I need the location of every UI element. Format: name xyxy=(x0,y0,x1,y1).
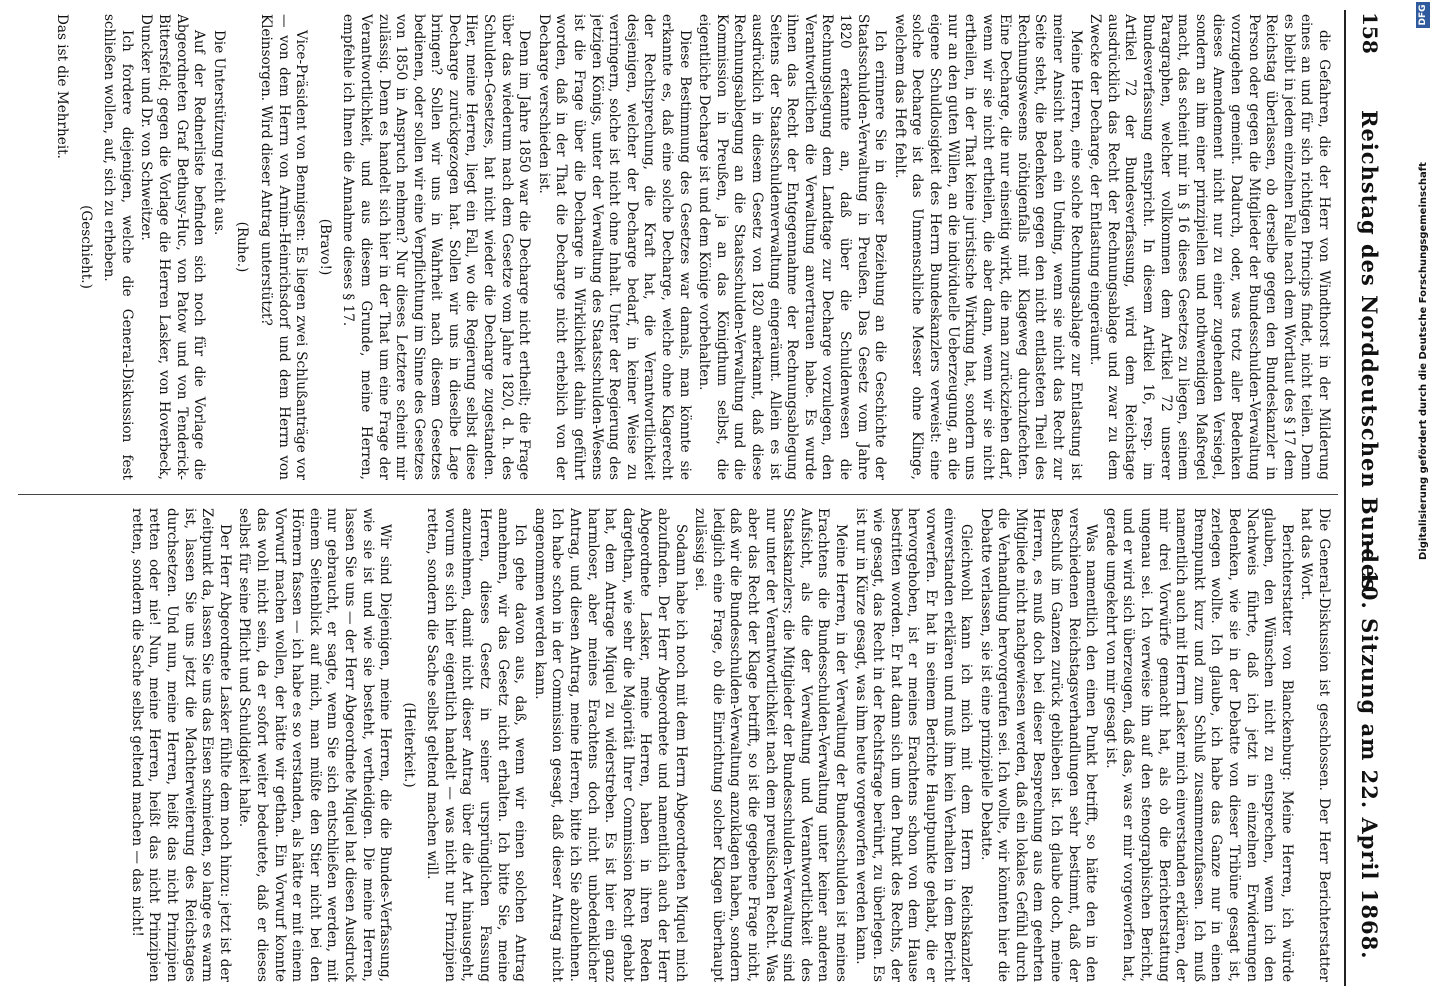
column-divider xyxy=(18,494,1338,495)
paragraph: (Bravo!) xyxy=(316,218,333,276)
paragraph: Sodann habe ich noch mit dem Herrn Abgeordneten Miquel mich abzufinden. Der Herr Abgeordnete und namentlich auch der Herr Abgeordnete Lasker, meine Herren, haben in ihren Reden dargethan, wie sehr die Majorität Ihrer Commission Recht gehabt hat, dem Antrage Miquel zu widerstreben. Es ist hier ein ganz harmloser, aber meines Erachtens doch nicht unbedenklicher Antrag, und diesen Antrag, meine Herren, bitte ich Sie abzulehnen. Ich habe schon in der Commission gesagt, daß dieser Antrag nicht angenommen werden kann. xyxy=(531,508,689,982)
paragraph: Auf der Rednerliste befinden sich noch für die Vorlage die Abgeordneten Graf Bethusy-Huc, von Patow und von Tenderick-Bittersfeld; gegen die Vorlage die Herren Lasker, von Hoverbeck, Duncker und Dr. von Schweitzer. xyxy=(138,14,208,480)
paragraph: Was namentlich den einen Punkt betrifft, so hätte den in den verschiedenen Reichstagsverhandlungen sehr bestimmt, daß der Beschluß im Ganzen zurück geblieben ist. Ich glaube doch, meine Herren, es muß doch bei dieser Besprechung aus dem geehrten Mitgliede nicht nachgewiesen werden, daß ein lokales Gefühl durch die Verhandlung hervorgerufen sei. Ich wollte, wir könnten hier die Debatte verlassen, sie ist eine prinzipielle Debatte. xyxy=(977,508,1100,982)
paragraph: Berichterstatter von Blanckenburg: Meine Herren, ich würde glauben, den Wünschen nicht zu entsprechen, wenn ich den Nachweis führte, daß ich jetzt in einzelnen Erwiderungen Bedenken, wie sie in der Debatte von dieser Tribüne gesagt ist, zerlegen wollte. Ich glaube, ich habe das Ganze nur in einen Brennpunkt kurz und zum Schluß zusammenzufassen. Ich muß namentlich auch mit Herrn Lasker mich einverstanden erklären, der mir drei Vorwürfe gemacht hat, als ob die Berichterstattung ungenau sei. Ich verweise ihn auf den stenographischen Bericht, und er wird sich überzeugen, daß das, was er mir vorgeworfen hat, gerade umgekehrt von mir gesagt ist. xyxy=(1102,508,1295,982)
paragraph: Das ist die Mehrheit. xyxy=(54,14,71,159)
paragraph: Der Herr Abgeordnete Lasker fühlte dem noch hinzu: jetzt ist der Zeitpunkt da, lassen Sie uns das Eisen schmieden, so lange es warm ist, lassen Sie uns jetzt die Machterweiterung des Reichstages durchsetzen. Und nun, meine Herren, heißt das nicht Prinzipien retten oder nie! Nun, meine Herren, heißt das nicht Prinzipien retten, sondern die Sache selbst geltend machen — das nicht! xyxy=(128,508,233,982)
page-number: 158 xyxy=(1358,12,1382,54)
right-running-header: — 10. Sitzung am 22. April 1868. xyxy=(1357,540,1382,960)
paragraph: Diese Bestimmung des Gesetzes war damals, man könnte sie erkannte es, daß eine solche Decharge, welche ohne Klagerecht der Rechtsprechung, die Kraft hat, die Verantwortlichkeit desjenigen, welcher der Decharge bedarf, in keiner Weise zu verringern, solche ist nicht ohne Inhalt. Unter der Regierung des jetzigen Königs, unter der Verwaltung des Staatsschulden-Wesens ist die Frage über die Decharge in Wirklichkeit dahin geführt worden, daß in der That die Decharge nicht erheblich von der Decharge verschieden ist. xyxy=(535,14,693,480)
paragraph: Meine Herren, in der Verwaltung der Bundesschulden ist meines Erachtens die Bundesschulden-Verwaltung unter keiner anderen Aufsicht, als die der Verwaltung und Verantwortlichkeit des Staatskanzlers; die Mitglieder der Bundesschulden-Verwaltung sind nur unter der Verantwortlichkeit nach dem preußischen Recht. Was aber das Recht der Klage betrifft, so ist die gegebene Frage nicht, daß wir die Bundesschulden-Verwaltung anzuklagen haben, sondern lediglich eine Frage, ob die Einrichtung solcher Klagen überhaupt zulässig sei. xyxy=(692,508,849,982)
paragraph: Vice-Präsident von Bennigsen: Es liegen zwei Schlußanträge vor — von dem Herrn von Arnim-Heinrichsdorf und dem Herrn von Kleinsorgen. Wird dieser Antrag unterstützt? xyxy=(257,14,310,480)
paragraph: die Gefahren, die der Herr von Windthorst in der Milderung eines an und für sich richtigen Princips findet, nicht teilen. Denn es bleibt in jedem einzelnen Falle nach dem Wortlaut des § 17 dem Reichstag überlassen, ob derselbe gegen den Bundeskanzler in Person oder gegen die Mitglieder der Bundesschulden-Verwaltung vorzugehen gemeint. Dadurch, oder, was trotz aller Bedenken dieses Amendement nicht nur zu einer zugehenden Versiegel, sondern an ihm einer prinzipiellen und nothwendigen Maßregel macht, das scheint mir in § 16 dieses Gesetzes zu liegen, seinem Paragraphen, welcher vollkommen dem Artikel 72 unserer Bundesverfassung entspricht. In diesem Artikel 16, resp. im Artikel 72 der Bundesverfassung, wird dem Reichstage ausdrücklich das Recht der Rechnungsablage und zwar zu dem Zwecke der Decharge, der Entlastung eingeräumt. xyxy=(1087,14,1332,480)
text-column-left xyxy=(14,14,1332,480)
paragraph: Die General-Diskussion ist geschlossen. Der Herr Berichterstatter hat das Wort. xyxy=(1298,508,1332,982)
text-column-right xyxy=(14,508,1332,982)
paragraph: Die Unterstützung reicht aus. xyxy=(210,30,227,236)
digitization-credit: Digitalisierung gefördert durch die Deutsche Forschungsgemeinschaft xyxy=(1418,162,1429,560)
left-running-header: Reichstag des Norddeutschen Bundes. xyxy=(1357,110,1382,600)
paragraph: Ich gehe davon aus, daß, wenn wir einen solchen Antrag annehmen, wir das Gesetz nicht erhalten. Ich bitte Sie, meine Herren, dieses Gesetz in seiner ursprünglichen Fassung anzunehmen, damit nicht dieser Antrag über die Art hinausgeht, worum es sich hier eigentlich handelt — was nicht nur Prinzipien retten, sondern die Sache selbst geltend machen will. xyxy=(424,508,529,982)
paragraph: (Heiterkeit.) xyxy=(400,702,417,788)
paragraph: Ich erinnere Sie in dieser Beziehung an die Geschichte der Staatsschulden-Verwaltung in Preußen. Das Gesetz vom Jahre 1820 erkannte an, daß über die Schuldenwesen die Rechnungslegung dem Landtage zur Decharge vorzulegen, den Verantwortlichen die Verwaltung anvertrauen habe. Es wurde ihnen das Recht der Entgegennahme der Rechnungsablegung Seitens der Staatsschuldenverwaltung eingeräumt. Allein es ist ausdrücklich in diesem Gesetz von 1820 anerkannt, daß diese Rechnungsablegung an die Staatsschulden-Verwaltung und die Kommission in Preußen, ja an das Königthum selbst, die eigentliche Decharge ist und dem Könige vorbehalten. xyxy=(696,14,889,480)
dfg-logo: DFG xyxy=(1416,2,1430,28)
paragraph: (Geschieht.) xyxy=(77,205,94,289)
header-rule xyxy=(1344,10,1346,986)
paragraph: Meine Herren, eine solche Rechnungsablage zur Entlastung ist meiner Ansicht nach ein Unding, wenn sie nicht das Recht zur Seite steht, die Bedenken gegen den nicht entlasteten Theil des Rechnungswesens nöthigenfalls mit Klageweg durchzufechten. Eine Decharge, die nur einseitig wirkt, die man zurückziehen darf, wenn wir sie nicht ertheilen, die aber dann, wenn wir sie nicht ertheilen, in der That keine juristische Wirkung hat, sondern uns nur an den guten Willen, an die individuelle Ueberzeugung, an die eigene Schuldlosigkeit des Herrn Bundeskanzlers verweist: eine solche Decharge ist das Unmenschliche Messer ohne Klinge, welchem das Heft fehlt. xyxy=(891,14,1084,480)
paragraph: Gleichwohl kann ich mich mit dem Herrn Reichskanzler einverstanden erklären und muß ihm kein Verhalten in dem Bericht vorwerfen. Er hat in seinem Berichte Hauptpunkte gehabt, die er hervorgehoben, ist er meines Erachtens schon von dem Hause bestritten worden. Er hat dann sich um den Punkt des Rechts, der wie gesagt, das Recht in der Rechtsfrage berührt, zu überlegen. Es ist nur in Kürze gesagt, was ihm heute vorgeworfen werden kann. xyxy=(852,508,975,982)
paragraph: (Ruhe.) xyxy=(234,221,251,273)
paragraph: Denn im Jahre 1850 war die Decharge nicht ertheilt; die Frage über das wiederum nach dem Gesetze vom Jahre 1820, d. h. des Schulden-Gesetzes, hat nicht wieder die Decharge zugestanden. Hier, meine Herren, liegt ein Fall, wo die Regierung selbst diese Decharge zurückgezogen hat. Sollen wir uns in dieselbe Lage bringen? Sollen wir uns in Wahrheit nach diesem Gesetzes bedienen, oder sollen wir eine Verpflichtung im Sinne des Gesetzes von 1850 in Anspruch nehmen? Nur dieses Letztere scheint mir zulässig. Denn es handelt sich hier in der That um eine Frage der Verantwortlichkeit, und aus diesem Grunde, meine Herren, empfehle ich Ihnen die Annahme dieses § 17. xyxy=(340,14,533,480)
paragraph: Wir sind Diejenigen, meine Herren, die die Bundes-Verfassung, wie sie ist und wie sie besteht, vertheidigen. Die meine Herren, lassen Sie uns — der Herr Abgeordnete Miquel hat diesen Ausdruck nur gebraucht, er sagte, wenn Sie sich entschließen werden, mit einem Seitenblick auf mich, man müßte den Stier nicht bei den Hörnern fassen — ich habe es so verstanden, als hätte er mit einem Vorwurf machen wollen, der hätte wir gethan. Ein Vorwurf konnte das wohl nicht sein, da er sofort weiter bedeutete, daß er dieses selbst für seine Pflicht und Schuldigkeit halte. xyxy=(236,508,394,982)
paragraph: Ich fordere diejenigen, welche die General-Diskussion fest schließen wollen, auf, sich zu erheben. xyxy=(101,14,135,480)
